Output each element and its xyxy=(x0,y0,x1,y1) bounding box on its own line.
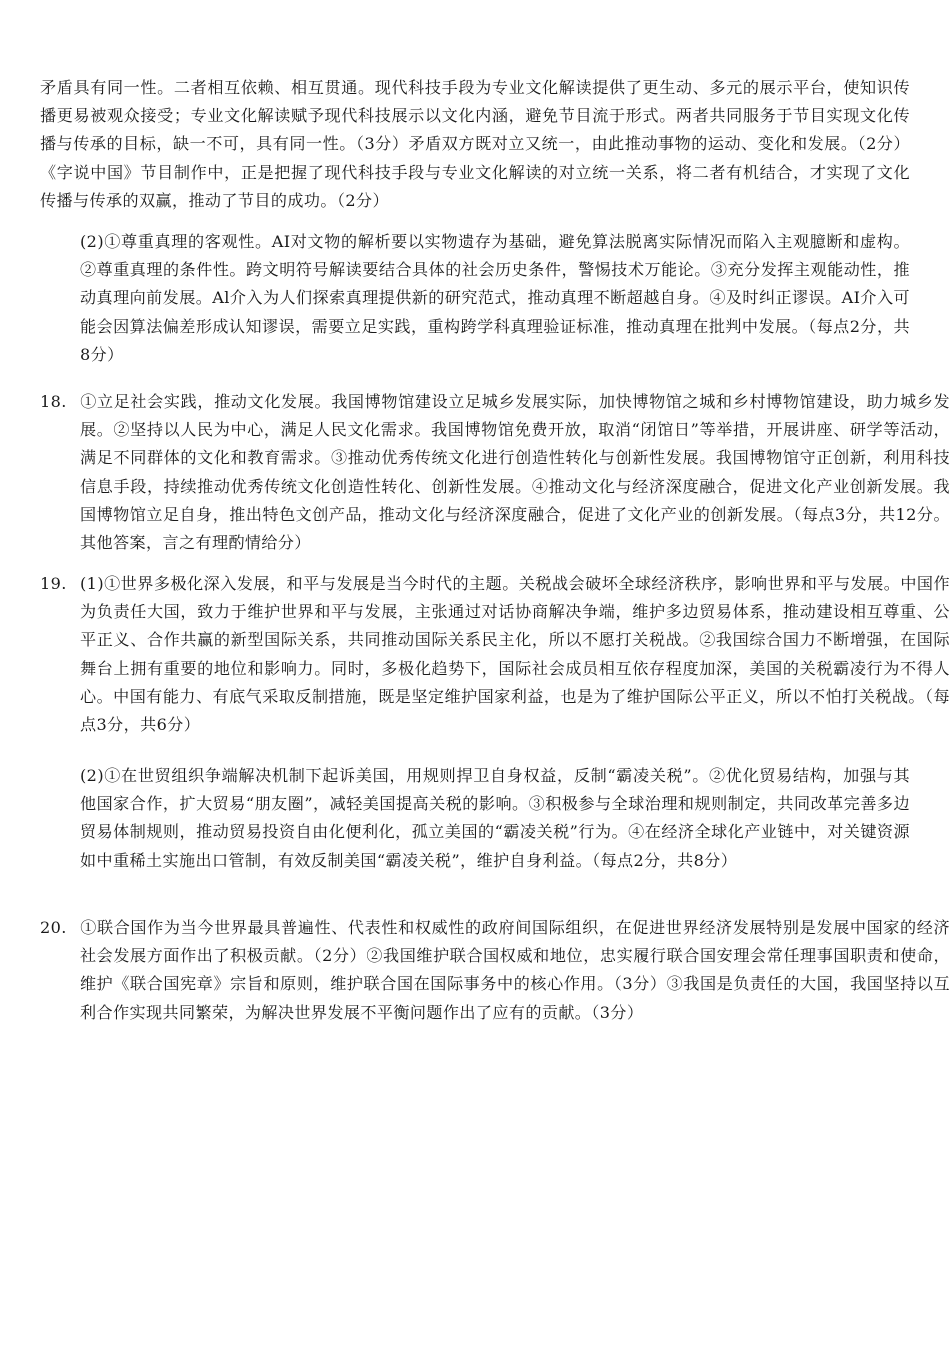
question-number: 19. xyxy=(40,574,67,593)
answer-19-1 xyxy=(0,570,950,739)
paragraph-text: ①联合国作为当今世界最具普遍性、代表性和权威性的政府间国际组织，在促进世界经济发展特别是发展中国家的经济社会发展方面作出了积极贡献。（2分）②我国维护联合国权威和地位，忠实履行联合国安理会常任理事国职责和使命，维护《联合国宪章》宗旨和原则，维护联合国在国际事务中的核心作用。（3分）③我国是负责任的大国，我国坚持以互利合作实现共同繁荣，为解决世界发展不平衡问题作出了应有的贡献。（3分） xyxy=(80,918,950,1022)
answer-18 xyxy=(0,388,950,557)
answer-17-2 xyxy=(40,228,910,369)
answer-17-1-continuation xyxy=(40,74,910,215)
paragraph-text: (1)①世界多极化深入发展，和平与发展是当今时代的主题。关税战会破坏全球经济秩序，影响世界和平与发展。中国作为负责任大国，致力于维护世界和平与发展，主张通过对话协商解决争端，维护多边贸易体系，推动建设相互尊重、公平正义、合作共赢的新型国际关系，共同推动国际关系民主化，所以不愿打关税战。②我国综合国力不断增强，在国际舞台上拥有重要的地位和影响力。同时，多极化趋势下，国际社会成员相互依存程度加深，美国的关税霸凌行为不得人心。中国有能力、有底气采取反制措施，既是坚定维护国家利益，也是为了维护国际公平正义，所以不怕打关税战。（每点3分，共6分） xyxy=(80,574,950,735)
answer-20 xyxy=(0,914,950,1027)
paragraph-text: (2)①尊重真理的客观性。AI对文物的解析要以实物遗存为基础，避免算法脱离实际情况而陷入主观臆断和虚构。②尊重真理的条件性。跨文明符号解读要结合具体的社会历史条件，警惕技术万能论。③充分发挥主观能动性，推动真理向前发展。Al介入为人们探索真理提供新的研究范式，推动真理不断超越自身。④及时纠正谬误。AI介入可能会因算法偏差形成认知谬误，需要立足实践，重构跨学科真理验证标准，推动真理在批判中发展。（每点2分，共8分） xyxy=(80,232,910,364)
answer-19-2 xyxy=(40,762,910,875)
paragraph-text: (2)①在世贸组织争端解决机制下起诉美国，用规则捍卫自身权益，反制“霸凌关税”。②优化贸易结构，加强与其他国家合作，扩大贸易“朋友圈”，减轻美国提高关税的影响。③积极参与全球治理和规则制定，共同改革完善多边贸易体制规则，推动贸易投资自由化便利化，孤立美国的“霸凌关税”行为。④在经济全球化产业链中，对关键资源如中重稀土实施出口管制，有效反制美国“霸凌关税”，维护自身利益。（每点2分，共8分） xyxy=(80,766,910,870)
question-number: 18. xyxy=(40,392,67,411)
paragraph-text: 矛盾具有同一性。二者相互依赖、相互贯通。现代科技手段为专业文化解读提供了更生动、多元的展示平台，使知识传播更易被观众接受；专业文化解读赋予现代科技展示以文化内涵，避免节目流于形式。两者共同服务于节目实现文化传播与传承的目标，缺一不可，具有同一性。（3分）矛盾双方既对立又统一，由此推动事物的运动、变化和发展。（2分）《字说中国》节目制作中，正是把握了现代科技手段与专业文化解读的对立统一关系，将二者有机结合，才实现了文化传播与传承的双赢，推动了节目的成功。（2分） xyxy=(40,78,910,210)
paragraph-text: ①立足社会实践，推动文化发展。我国博物馆建设立足城乡发展实际，加快博物馆之城和乡村博物馆建设，助力城乡发展。②坚持以人民为中心，满足人民文化需求。我国博物馆免费开放，取消“闭馆日”等举措，开展讲座、研学等活动，满足不同群体的文化和教育需求。③推动优秀传统文化进行创造性转化与创新性发展。我国博物馆守正创新，利用科技信息手段，持续推动优秀传统文化创造性转化、创新性发展。④推动文化与经济深度融合，促进文化产业创新发展。我国博物馆立足自身，推出特色文创产品，推动文化与经济深度融合，促进了文化产业的创新发展。（每点3分，共12分。其他答案，言之有理酌情给分） xyxy=(80,392,950,553)
question-number: 20. xyxy=(40,918,67,937)
